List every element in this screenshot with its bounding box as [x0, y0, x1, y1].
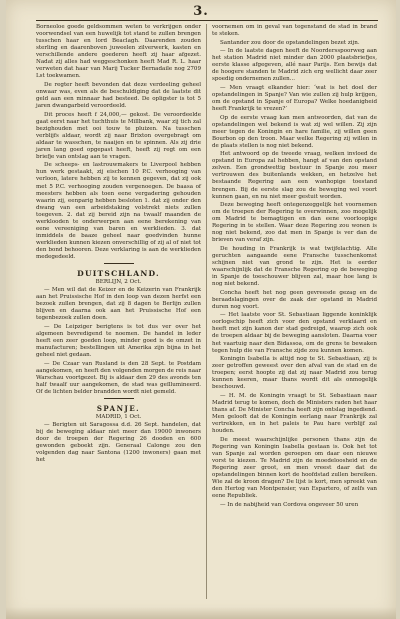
article-paragraph: Op de eerste vraag kan men antwoorden, dat van de opstandelingen wel bekend is wat zij wel willen. Zij zijn meer tegen de Koningin en hare familie, zij willen geen Bourbon op den troon. Maar welke Regering zij willen in de plaats stellen is nog niet bekend. — [212, 114, 377, 149]
dateline-berlin: BERLIJN, 2 Oct. — [95, 279, 142, 286]
article-paragraph: — In de nabijheid van Cordova ongeveer 50 uren — [220, 501, 359, 508]
page-number: 3. — [193, 4, 209, 19]
article-paragraph: De regter heeft bevonden dat deze verdeeling geheel onwaar was, even als de beschuldiging dat de laatste dit geld aan een minnaar had besteed. De opligster is tot 5 jaren dwangarbeid veroordeeld. — [36, 81, 201, 110]
section-heading-spain: SPANJE. — [96, 403, 141, 413]
column-divider — [206, 24, 207, 599]
article-paragraph: — Men vraagt elkander hier: ‘wat is het doel der opstandelingen in Spanje? Van wie zullen zij hulp krijgen, om de opstand in Spanje of Europa? Welke hoedanigheid heeft Frankrijk te vrezen?’ — [212, 84, 377, 113]
article-paragraph: Koningin Isabella is altijd nog te St. Sebastiaan, zij is zeer getroffen geweest over den afval van de stad en de troepen; eerst hoopte zij dat zij naar Madrid zou terug kunnen keeren, maar thans wordt dit als onmogelijk beschouwd. — [212, 356, 377, 391]
header-rule — [36, 20, 378, 21]
dateline-madrid: MADRID, 1 Oct. — [95, 413, 142, 420]
section-heading-germany: DUITSCHLAND. — [77, 269, 160, 279]
article-paragraph: — Berigten uit Saragossa d.d. 26 Sept. handelen, dat bij de beweging aldaar niet meer dan 19000 inwoners door de troepen der Regering 26 dooden en 600 gewonden geboekt zijn. Generaal Calonge zou den volgenden dag naar Santona (1200 inwoners) gaan met het — [36, 421, 201, 463]
article-paragraph: Concha heeft het nog geen gevreesde gezag en de beraadslagingen over de zaak der opstand in Madrid duren nog voort. — [212, 289, 377, 310]
newspaper-page — [6, 0, 396, 619]
article-paragraph: Santander zou door de opstandelingen bezet zijn. — [220, 39, 360, 46]
page-bottom-shade — [6, 607, 396, 619]
article-paragraph: — In de laatste dagen heeft de Noordersspoorweg aan het station Madrid niet minder dan 2000 plaatsbriefjes, eerste klasse afgegeven, allé naar Parijs. Een bewijs dat de hoogere standen te Madrid zich erg wellicht daar zeer spoedig ondernemen zullen... — [212, 48, 377, 83]
right-column — [212, 24, 377, 510]
article-paragraph: De houding in Frankrijk is wat twijfelachtig. Alle geruchten aangaande eene Fransche tusschenkomst schijnen niet van grond te zijn. Het is eerder waarschijnlijk dat de Fransche Regering op de beweging in Spanje de toeschouwer blijven zal, maar hoe lang is nog niet bekend. — [212, 245, 377, 288]
left-column — [36, 24, 201, 466]
article-paragraph: — De Leipziger berigtens is tot dus ver over het algemeen bevredigend te noemen. De handel in leder heeft een zeer goeden loop, minder goed is de omzet in manufacturen; bestellingen uit Amerika zijn bijna in het geheel niet gedaan. — [36, 323, 201, 358]
article-paragraph: Deze beweging heeft ontegenzeggelijk het voornemen om de troepen der Regering te overwinnen, zoo mogelijk om Madrid te bemagtigen en dan eene voorloopige Regering in te stellen. Waar deze Regering zou wonen is nog niet bekend, zoo dat men in Spanje is ver dan de brieven van veraf zijn. — [212, 202, 377, 244]
section-rule — [104, 263, 134, 264]
article-paragraph: Borneoloe goede geldsommen weten te verkrijgen onder voorwendsel van een huwelijk tot stand te zullen brengen tusschen haar en lord Beaclagh. Daarenden zouden sterling en daarenboven juweelen zilverwerk, kasten en verschillende andere goederen heeft zij haar afgezet. Nadat zij alles had weggeschonken heeft Mad R. L. haar verweten dat haar van Marij Tucker Bernadaile nog 2709 Lst toekwamen. — [36, 24, 201, 80]
article-paragraph: — De Czaar van Rusland is den 28 Sept. te Postdam aangekomen, en heeft den volgenden morgen de reis naar Warschau voortgezet. Bij is aldaar den 29 des avonds ten half twaalf uur aangekomen, de stad was geïllumineerd. Of de lichten belder brandden wordt niet gemeld. — [36, 360, 201, 395]
article-paragraph: De scheeps- en lastrouwmakers te Liverpool hebben hun werk gestaakt, zij eischen 10 P.C. verhooging van verloon, latere hebben zij te kennen gegeven, dat zij ook met 5 P.C. verhooging zouden vergenoegen. De baasa of meesters hebben als toen eene vergadering gehouden waarin zij, eenparig hebben besloten 1. dat zij onder den dwang van een arbeidstaking volstrekt niets zullen toegeven. 2. dat zij bereid zijn na twaalf maanden de werklooden te onderwerpen aan eene berekening van eene vereeniging van baren en werklieden. 3. dat inmiddels de baaze geheel naar goedvinden hunne werklieden kunnen kiezen onverschillig of zij al of niet tot den bond behooren. Deze verklaring is aan de werklieden medegedeeld. — [36, 162, 201, 260]
article-paragraph: De meest waarschijnlijke personen thans zijn de Regering van Koningin Isabella gestaan is. Ook het tot van Spanje zal worden geroepen om daar een nieuwe vorst te kiezen. Te Madrid zijn de moedeloosheid en de Regering zeer groot, en men vreest daar dat de opstandelingen binnen kort de hoofdstad zullen bereiken. Wie zal de kroon dragen? De lijst is kort, men spreekt van den Hertog van Montpensier, van Espartero, of zelfs van eene Republiek. — [212, 436, 377, 499]
article-paragraph: Het antwoord op de tweede vraag, welken invloed de opstand in Europa zal hebben, hangt af van den opstand zelven. Een grondwettig bestuur in Spanje zou meer vertrouwen des buitenlands wekken, en hetzelve het bestaande Regering aan een wanhopige toestand brengen. Bij de eerste slag zou de beweging wel voort kunnen gaan, en nu niet meer gestuit worden. — [212, 151, 377, 200]
article-paragraph: — Men wil dat de Keizer en de Keizerin van Frankrijk aan het Pruissische Hof in den loop van dezen herfst een bezoek zullen brengen, dat zij 8 dagen te Berlijn zullen blijven en daarna ook aan het Pruissische Hof een tegenbezoek zullen doen. — [36, 287, 201, 322]
article-paragraph: Dit proces heeft f 24,000,— gekost. De veroordeelde gaat eerst naar het tuchthuis te Millbank, waar zij tich zal bezighouden met ooi touw te pluizen. Na tusschen verblijfs aldaar, wordt zij naar Brixton overgebragt om aldaar te wasschen, te naaijen en te spinnen. Als zij drie jaren lang goed opgepast heeft, heeft zij regt om een briefje van ontslag aan te vragen. — [36, 111, 201, 160]
section-rule — [104, 398, 134, 399]
article-paragraph: voornemen om in geval van tegenstand de stad in brand te steken. — [212, 24, 377, 38]
article-paragraph: — H. M. de Koningin vraagt te St. Sebastiaan naar Madrid terug te komen, doch de Ministers raden het haar thans af. De Minister Concha heeft zijn ontslag ingediend. Men gelooft dat de Koningin eerlang naar Frankrijk zal vertrekken, en in het paleis te Pau hare verblijf zal houden. — [212, 392, 377, 435]
article-paragraph: — Het laatste voor St. Sebastiaan liggende koninklijk oorlogschip heeft zich voor den opstand verklaard en heeft met zijn kanon der stad gedreigd, waarop zich ook de troepen aldaar bij de beweging aansloten. Daarna voer het vaartuig naar den Bidassoa, om de grens te bewaken tegen hulp die van Fransche zijde zou kunnen komen. — [212, 312, 377, 354]
